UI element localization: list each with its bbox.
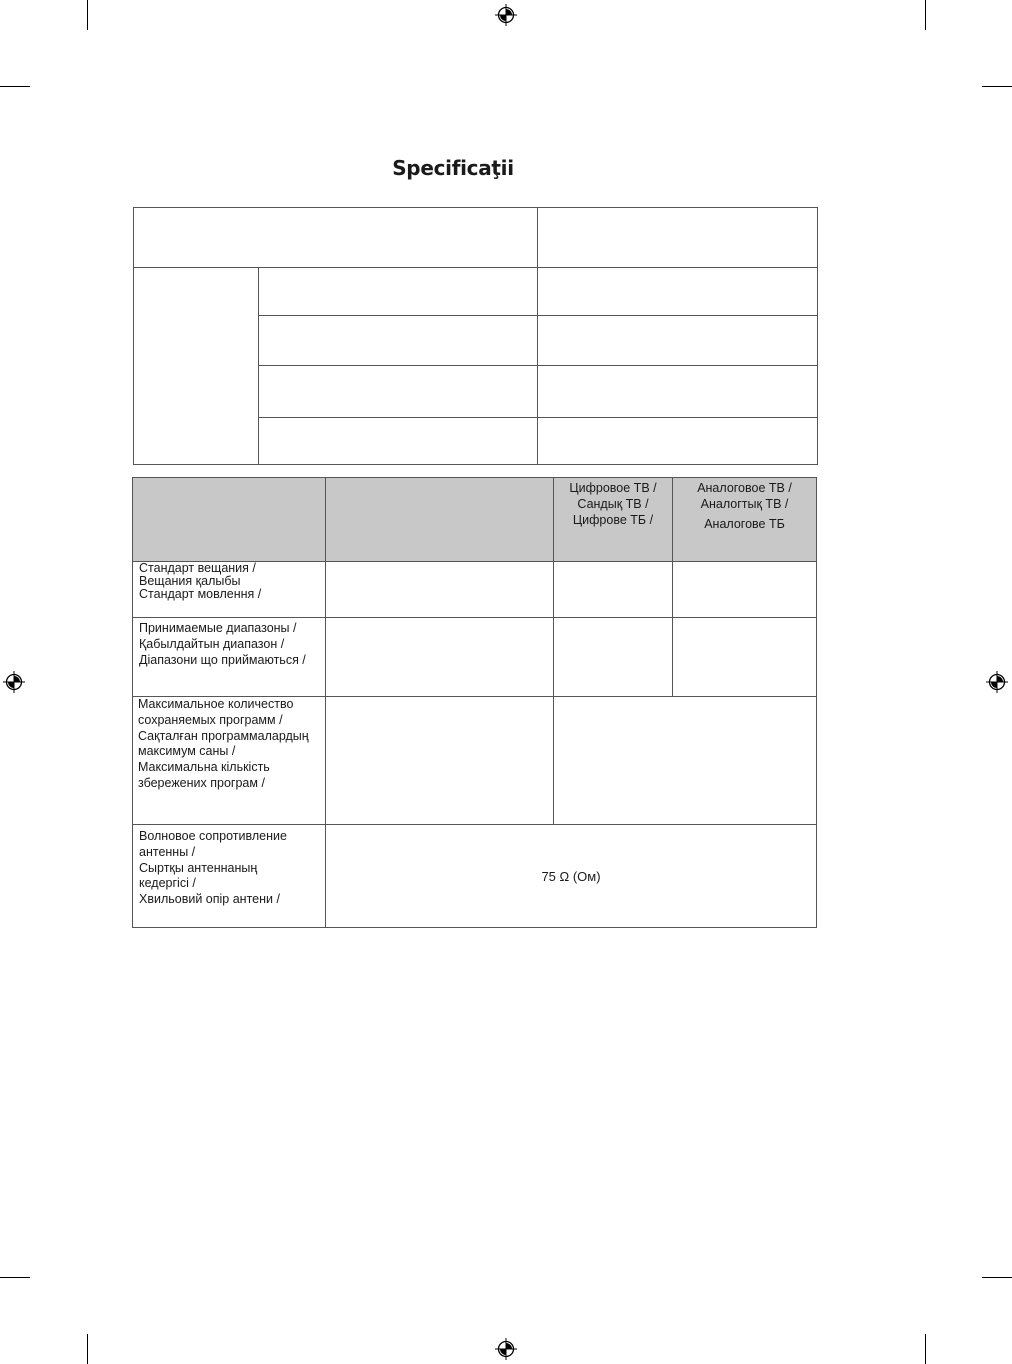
crop-mark [925,0,926,30]
table-cell [554,618,673,697]
label-line: Волновое сопротивление [139,829,287,843]
table-cell [673,562,817,618]
label-line: Қабылдайтын диапазон / [139,636,285,651]
row-label-received-bands [133,618,326,697]
header-line: Цифровое ТВ / [569,481,657,495]
table-cell [259,418,538,465]
table-cell [259,316,538,366]
crop-mark [925,1334,926,1364]
crop-mark [982,1277,1012,1278]
label-line: Максимальна кількість [138,760,270,775]
row-label-max-programs [133,697,326,825]
table-cell [134,208,538,268]
crop-mark [0,86,30,87]
header-line: Аналоговое ТВ / [697,481,792,495]
table-cell [538,316,818,366]
crop-mark [982,86,1012,87]
registration-mark-icon [3,671,25,693]
label-line: Діапазони що приймаються / [139,652,306,667]
label-line: Хвильовий опір антени / [139,892,280,907]
table-cell [259,366,538,418]
crop-mark [0,1277,30,1278]
table-cell [326,697,554,825]
header-analog-tv [673,478,817,562]
table-cell [554,562,673,618]
row-label-antenna-impedance [133,825,326,928]
row-label-broadcast-standard [133,562,326,618]
table-cell [326,618,554,697]
header-line: Цифрове ТБ / [572,512,654,527]
table-cell [538,366,818,418]
header-cell [133,478,326,562]
registration-mark-icon [986,671,1008,693]
label-line: збережених програм / [138,775,265,790]
table-cell [538,268,818,316]
dimensions-table [133,207,818,465]
registration-mark-icon [495,1338,517,1360]
header-cell [326,478,554,562]
label-line: Сыртқы антеннаның [139,860,258,875]
broadcast-spec-table [132,477,817,928]
label-line: антенны / [139,844,196,859]
label-line: Максимальное количество [138,697,294,711]
header-line: Аналогове ТБ [704,516,785,531]
registration-mark-icon [495,4,517,26]
label-line: кедергісі / [139,876,196,891]
label-line: Стандарт вещания / [139,561,256,575]
table-cell [538,418,818,465]
crop-mark [87,0,88,30]
header-line: Сандық ТВ / [577,496,649,511]
table-cell [326,562,554,618]
label-line: максимум саны / [138,744,236,759]
header-digital-tv [554,478,673,562]
label-line: Сақталған программалардың [138,728,309,743]
impedance-value: 75 Ω (Ом) [326,825,817,928]
table-cell [259,268,538,316]
table-cell [134,268,259,465]
label-line: Вещания қалыбы [139,574,241,588]
label-line: Стандарт мовлення / [139,587,262,601]
label-line: Принимаемые диапазоны / [139,621,297,635]
table-cell [538,208,818,268]
label-line: сохраняемых программ / [138,712,283,727]
crop-mark [87,1334,88,1364]
table-cell [554,697,817,825]
table-cell [673,618,817,697]
header-line: Аналогтық ТВ / [700,496,789,511]
page-title: Specificaţii [392,156,514,180]
